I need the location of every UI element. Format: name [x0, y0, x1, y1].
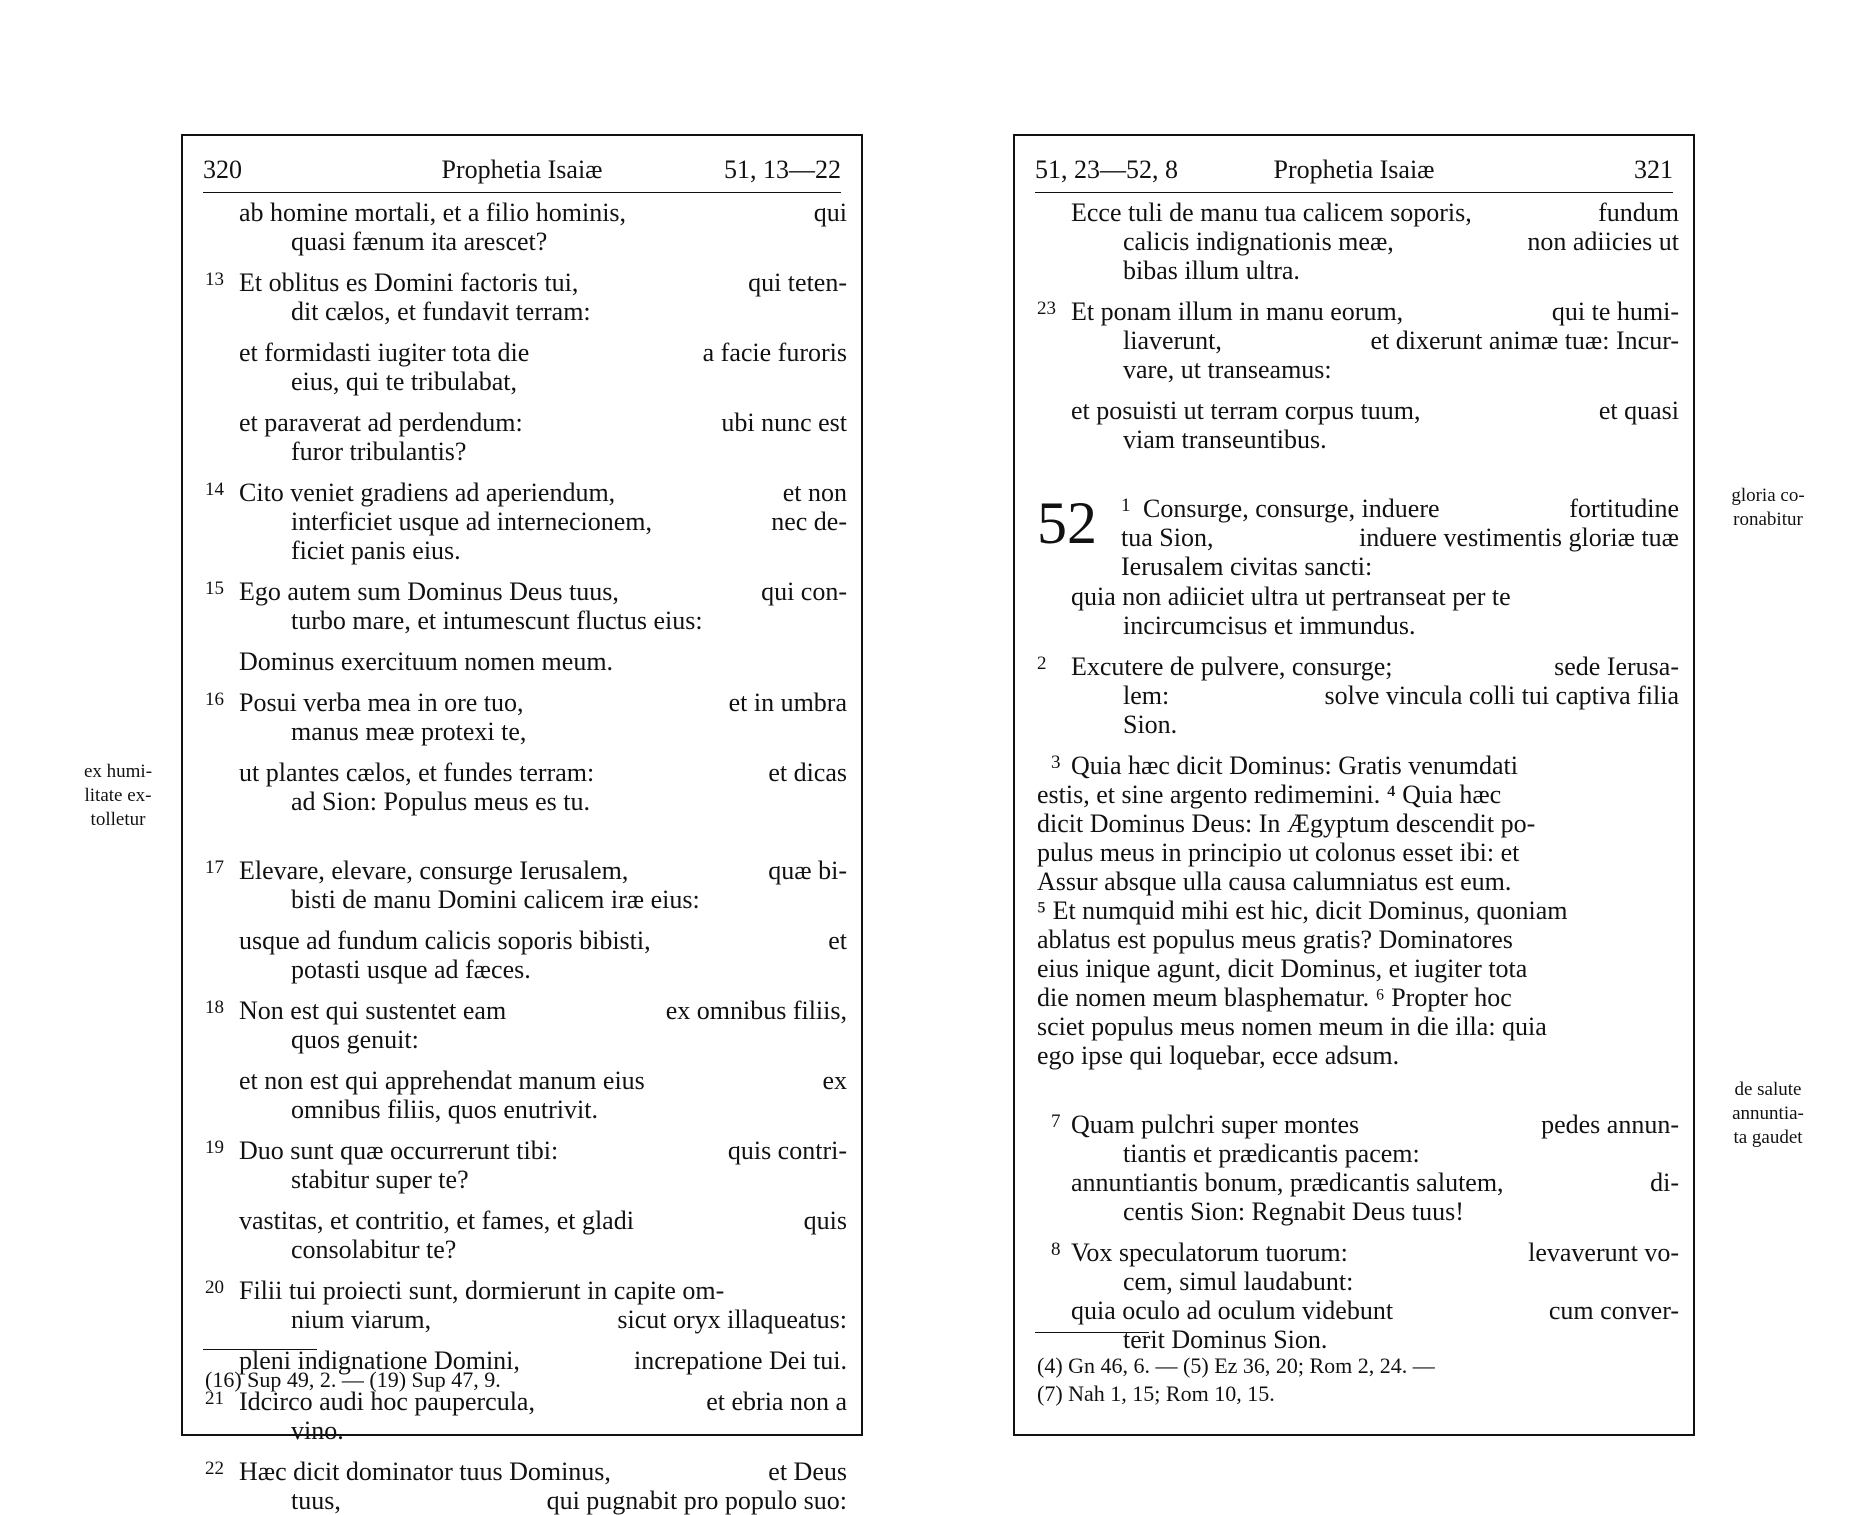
- line-text: annuntiantis bonum, prædicantis salutem,: [1071, 1168, 1504, 1197]
- line-text: Consurge, consurge, induere: [1143, 494, 1440, 523]
- footnote: (16) Sup 49, 2. — (19) Sup 47, 9.: [205, 1367, 501, 1392]
- spacer: [1037, 640, 1679, 652]
- text-line: [1037, 1267, 1679, 1296]
- running-title: Prophetia Isaiæ: [441, 155, 603, 184]
- text-line: [1037, 954, 1679, 983]
- verse-number: 3: [1051, 752, 1061, 773]
- line-text-right: fortitudine: [1569, 494, 1679, 523]
- line-text: manus meæ protexi te,: [291, 717, 527, 746]
- line-text: ut plantes cælos, et fundes terram:: [239, 758, 595, 787]
- text-line: [1037, 326, 1679, 355]
- text-line: [205, 1066, 847, 1095]
- spacer: [205, 1264, 847, 1276]
- line-text: Non est qui sustentet eam: [239, 996, 507, 1025]
- page-number: 320: [203, 155, 242, 184]
- line-text: centis Sion: Regnabit Deus tuus!: [1123, 1197, 1464, 1226]
- line-text: bibas illum ultra.: [1123, 256, 1300, 285]
- text-line: [1037, 1168, 1679, 1197]
- text-line: [1037, 1325, 1679, 1354]
- spacer: [205, 1445, 847, 1457]
- line-text-right: nec de-: [771, 507, 847, 536]
- line-text: Hæc dicit dominator tuus Dominus,: [239, 1457, 611, 1486]
- spacer: [205, 1194, 847, 1206]
- line-text: vino.: [291, 1416, 344, 1445]
- verse-number: 2: [1037, 653, 1047, 674]
- line-text-right: et: [828, 926, 847, 955]
- line-text: vare, ut transeamus:: [1123, 355, 1332, 384]
- margin-note: de salute annuntia- ta gaudet: [1732, 1079, 1804, 1148]
- line-text-right: induere vestimentis gloriæ tuæ: [1359, 523, 1679, 552]
- verse-number: 16: [205, 689, 224, 710]
- text-line: [1037, 867, 1679, 896]
- line-text: stabitur super te?: [291, 1165, 469, 1194]
- text-line: [205, 1206, 847, 1235]
- line-text: interficiet usque ad internecionem,: [291, 507, 652, 536]
- line-text: Duo sunt quæ occurrerunt tibi:: [239, 1136, 559, 1165]
- text-line: [1037, 751, 1679, 780]
- text-line: [205, 1416, 847, 1445]
- line-text-right: et in umbra: [728, 688, 847, 717]
- line-text: terit Dominus Sion.: [1123, 1325, 1328, 1354]
- line-text-right: et quasi: [1598, 396, 1679, 425]
- line-text: Ecce tuli de manu tua calicem soporis,: [1071, 198, 1472, 227]
- spacer: [205, 1054, 847, 1066]
- line-text: furor tribulantis?: [291, 437, 467, 466]
- line-text-right: fundum: [1598, 198, 1679, 227]
- line-text: dit cælos, et fundavit terram:: [291, 297, 591, 326]
- text-line: [205, 1165, 847, 1194]
- chapter-verse-reference: 51, 23—52, 8: [1035, 155, 1178, 184]
- line-text-right: cum conver-: [1548, 1296, 1679, 1325]
- text-block: [1037, 198, 1679, 1354]
- line-text: lem:: [1123, 681, 1170, 710]
- verse-number: 21: [205, 1388, 224, 1409]
- line-text-right: et dixerunt animæ tuæ: Incur-: [1370, 326, 1679, 355]
- line-text-right: ex omnibus filiis,: [665, 996, 847, 1025]
- spacer: [205, 396, 847, 408]
- line-text: omnibus filiis, quos enutrivit.: [291, 1095, 598, 1124]
- line-text-right: et non: [782, 478, 847, 507]
- line-text: eius, qui te tribulabat,: [291, 367, 518, 396]
- text-line: [205, 606, 847, 635]
- text-line: [1037, 983, 1679, 1012]
- line-text: calicis indignationis meæ,: [1123, 227, 1394, 256]
- text-line: [1037, 710, 1679, 739]
- line-text-right: non adiicies ut: [1527, 227, 1679, 256]
- text-line: [205, 478, 847, 507]
- spacer: [205, 565, 847, 577]
- spacer: [1037, 384, 1679, 396]
- line-text: quia oculo ad oculum videbunt: [1071, 1296, 1394, 1325]
- running-header: [1035, 148, 1673, 193]
- line-text: Et oblitus es Domini factoris tui,: [239, 268, 579, 297]
- text-line: [1037, 681, 1679, 710]
- chapter-number: 52: [1037, 490, 1097, 556]
- text-line: [1037, 256, 1679, 285]
- line-text-right: qui te humi-: [1551, 297, 1679, 326]
- text-line: [205, 787, 847, 816]
- verse-number: 7: [1051, 1111, 1061, 1132]
- text-line: [1037, 198, 1679, 227]
- line-text-right: ubi nunc est: [721, 408, 847, 437]
- text-line: [205, 856, 847, 885]
- line-text: et paraverat ad perdendum:: [239, 408, 523, 437]
- text-line: [205, 297, 847, 326]
- verse-number: 19: [205, 1137, 224, 1158]
- line-text: sciet populus meus nomen meum in die illa: quia: [1037, 1012, 1547, 1041]
- line-text: bisti de manu Domini calicem iræ eius:: [291, 885, 700, 914]
- line-text: ⁵ Et numquid mihi est hic, dicit Dominus, quoniam: [1037, 896, 1568, 925]
- spacer: [205, 256, 847, 268]
- line-text-right: ex: [822, 1066, 847, 1095]
- line-text-right: qui pugnabit pro populo suo:: [546, 1486, 847, 1515]
- page-number: 321: [1634, 155, 1673, 184]
- line-text-right: quis contri-: [727, 1136, 847, 1165]
- text-line: [205, 338, 847, 367]
- line-text: Vox speculatorum tuorum:: [1071, 1238, 1348, 1267]
- line-text: quia non adiiciet ultra ut pertranseat per te: [1071, 582, 1511, 611]
- line-text: Filii tui proiecti sunt, dormierunt in capite om-: [239, 1276, 725, 1305]
- line-text-right: solve vincula colli tui captiva filia: [1324, 681, 1679, 710]
- bottom-rule: [181, 1434, 863, 1436]
- line-text: ad Sion: Populus meus es tu.: [291, 787, 591, 816]
- line-text: ficiet panis eius.: [291, 536, 461, 565]
- line-text: ab homine mortali, et a filio hominis,: [239, 198, 627, 227]
- text-line: [205, 926, 847, 955]
- verse-number: 20: [205, 1277, 224, 1298]
- footnote-rule: [1035, 1332, 1149, 1333]
- text-line: [205, 688, 847, 717]
- text-line: [1037, 1139, 1679, 1168]
- text-line: [205, 1095, 847, 1124]
- text-line: [1037, 582, 1679, 611]
- line-text-right: levaverunt vo-: [1528, 1238, 1679, 1267]
- line-text-right: quæ bi-: [768, 856, 847, 885]
- text-line: [205, 1305, 847, 1334]
- line-text-right: et dicas: [768, 758, 847, 787]
- margin-note: ex humi- litate ex- tolletur: [83, 761, 153, 830]
- line-text: Posui verba mea in ore tuo,: [239, 688, 524, 717]
- line-text-right: sicut oryx illaqueatus:: [617, 1305, 847, 1334]
- text-line: [1037, 552, 1679, 581]
- line-text-right: et ebria non a: [706, 1387, 847, 1416]
- verse-number: 15: [205, 578, 224, 599]
- line-text: pulus meus in principio ut colonus esset ibi: et: [1037, 838, 1520, 867]
- bottom-rule: [1013, 1434, 1695, 1436]
- line-text: tiantis et prædicantis pacem:: [1123, 1139, 1420, 1168]
- text-line: [205, 647, 847, 676]
- verse-number: 13: [205, 269, 224, 290]
- spacer: [205, 816, 847, 856]
- text-line: [205, 1276, 847, 1305]
- line-text-right: a facie furoris: [702, 338, 847, 367]
- line-text: Quia hæc dicit Dominus: Gratis venumdati: [1071, 751, 1518, 780]
- text-line: [1037, 1296, 1679, 1325]
- line-text: Ierusalem civitas sancti:: [1121, 552, 1373, 581]
- text-line: [1037, 297, 1679, 326]
- text-line: [205, 1235, 847, 1264]
- text-line: [205, 507, 847, 536]
- verse-number: 17: [205, 857, 224, 878]
- text-line: [205, 198, 847, 227]
- text-line: [205, 437, 847, 466]
- line-text: et formidasti iugiter tota die: [239, 338, 530, 367]
- line-text-right: pedes annun-: [1541, 1110, 1679, 1139]
- line-text-right: et Deus: [768, 1457, 847, 1486]
- line-text-right: quis: [803, 1206, 847, 1235]
- text-line: [1037, 896, 1679, 925]
- text-line: [205, 268, 847, 297]
- text-line: [1037, 227, 1679, 256]
- text-line: [1037, 396, 1679, 425]
- line-text: Sion.: [1123, 710, 1178, 739]
- text-line: [1037, 425, 1679, 454]
- spacer: [205, 635, 847, 647]
- text-line: [1037, 809, 1679, 838]
- line-text-right: qui: [813, 198, 847, 227]
- text-line: [205, 577, 847, 606]
- line-text: incircumcisus et immundus.: [1123, 611, 1416, 640]
- line-text: eius inique agunt, dicit Dominus, et iugiter tota: [1037, 954, 1528, 983]
- text-line: [205, 536, 847, 565]
- text-line: [1037, 1041, 1679, 1070]
- spacer: [1037, 1070, 1679, 1110]
- line-text: Elevare, elevare, consurge Ierusalem,: [239, 856, 629, 885]
- line-text: vastitas, et contritio, et fames, et gladi: [239, 1206, 634, 1235]
- verse-number: 8: [1051, 1239, 1061, 1260]
- spacer: [205, 984, 847, 996]
- line-text: pleni indignatione Domini,: [239, 1346, 520, 1375]
- spacer: [1037, 454, 1679, 494]
- line-text: quos genuit:: [291, 1025, 419, 1054]
- line-text: Idcirco audi hoc paupercula,: [239, 1387, 535, 1416]
- text-line: [205, 1136, 847, 1165]
- chapter-verse-reference: 51, 13—22: [724, 155, 841, 184]
- text-line: [205, 227, 847, 256]
- line-text: dicit Dominus Deus: In Ægyptum descendit po-: [1037, 809, 1536, 838]
- spacer: [1037, 739, 1679, 751]
- line-text: cem, simul laudabunt:: [1123, 1267, 1354, 1296]
- spacer: [1037, 285, 1679, 297]
- spacer: [205, 466, 847, 478]
- line-text: tua Sion,: [1121, 523, 1214, 552]
- footnote-rule: [203, 1349, 317, 1350]
- text-line: [205, 955, 847, 984]
- text-line: [205, 1457, 847, 1486]
- line-text: consolabitur te?: [291, 1235, 457, 1264]
- line-text: quasi fænum ita arescet?: [291, 227, 548, 256]
- text-line: [1037, 1197, 1679, 1226]
- line-text-right: di-: [1650, 1168, 1679, 1197]
- text-line: [1037, 523, 1679, 552]
- text-line: [205, 367, 847, 396]
- text-line: [1037, 925, 1679, 954]
- line-text: Ego autem sum Dominus Deus tuus,: [239, 577, 619, 606]
- line-text: die nomen meum blasphematur. ⁶ Propter hoc: [1037, 983, 1512, 1012]
- text-line: [205, 996, 847, 1025]
- line-text-right: increpatione Dei tui.: [634, 1346, 847, 1375]
- margin-note: gloria co- ronabitur: [1731, 485, 1805, 530]
- line-text: potasti usque ad fæces.: [291, 955, 531, 984]
- text-line: [205, 408, 847, 437]
- line-text: estis, et sine argento redimemini. ⁴ Quia hæc: [1037, 780, 1502, 809]
- spacer: [205, 1334, 847, 1346]
- line-text: Dominus exercituum nomen meum.: [239, 647, 614, 676]
- spacer: [205, 914, 847, 926]
- line-text: et posuisti ut terram corpus tuum,: [1071, 396, 1421, 425]
- text-line: [1037, 838, 1679, 867]
- line-text-right: qui teten-: [748, 268, 847, 297]
- running-title: Prophetia Isaiæ: [1273, 155, 1435, 184]
- spacer: [205, 326, 847, 338]
- right-page: [1013, 134, 1695, 1436]
- text-line: [1037, 1012, 1679, 1041]
- running-header: [203, 148, 841, 193]
- spacer: [205, 1124, 847, 1136]
- text-line: [205, 1486, 847, 1515]
- verse-number: 18: [205, 997, 224, 1018]
- line-text: nium viarum,: [291, 1305, 432, 1334]
- text-line: [205, 885, 847, 914]
- line-text-right: sede Ierusa-: [1554, 652, 1679, 681]
- line-text: tuus,: [291, 1486, 341, 1515]
- spacer: [205, 676, 847, 688]
- chapter-heading: [1037, 490, 1679, 582]
- spacer: [205, 746, 847, 758]
- line-text: Quam pulchri super montes: [1071, 1110, 1360, 1139]
- verse-number: 23: [1037, 298, 1056, 319]
- verse-number: 1: [1121, 495, 1131, 516]
- verse-number: 14: [205, 479, 224, 500]
- footnote: (4) Gn 46, 6. — (5) Ez 36, 20; Rom 2, 24. — (7) Nah 1, 15; Rom 10, 15.: [1037, 1353, 1435, 1406]
- line-text: viam transeuntibus.: [1123, 425, 1327, 454]
- line-text: ablatus est populus meus gratis? Dominatores: [1037, 925, 1513, 954]
- text-line: [1037, 1238, 1679, 1267]
- text-line: [1037, 611, 1679, 640]
- line-text-right: qui con-: [761, 577, 847, 606]
- line-text: Et ponam illum in manu eorum,: [1071, 297, 1404, 326]
- line-text: ego ipse qui loquebar, ecce adsum.: [1037, 1041, 1400, 1070]
- line-text: Cito veniet gradiens ad aperiendum,: [239, 478, 616, 507]
- spacer: [1037, 1226, 1679, 1238]
- line-text: usque ad fundum calicis soporis bibisti,: [239, 926, 651, 955]
- text-line: [205, 717, 847, 746]
- text-line: [1037, 1110, 1679, 1139]
- line-text: et non est qui apprehendat manum eius: [239, 1066, 645, 1095]
- line-text: Excutere de pulvere, consurge;: [1071, 652, 1393, 681]
- line-text: liaverunt,: [1123, 326, 1222, 355]
- line-text: Assur absque ulla causa calumniatus est eum.: [1037, 867, 1512, 896]
- left-page: [181, 134, 863, 1515]
- line-text: turbo mare, et intumescunt fluctus eius:: [291, 606, 703, 635]
- text-line: [1037, 355, 1679, 384]
- verse-number: 22: [205, 1458, 224, 1479]
- text-line: [1037, 780, 1679, 809]
- text-block: [205, 198, 847, 1515]
- text-line: [1037, 494, 1679, 523]
- text-line: [205, 758, 847, 787]
- text-line: [1037, 652, 1679, 681]
- text-line: [205, 1025, 847, 1054]
